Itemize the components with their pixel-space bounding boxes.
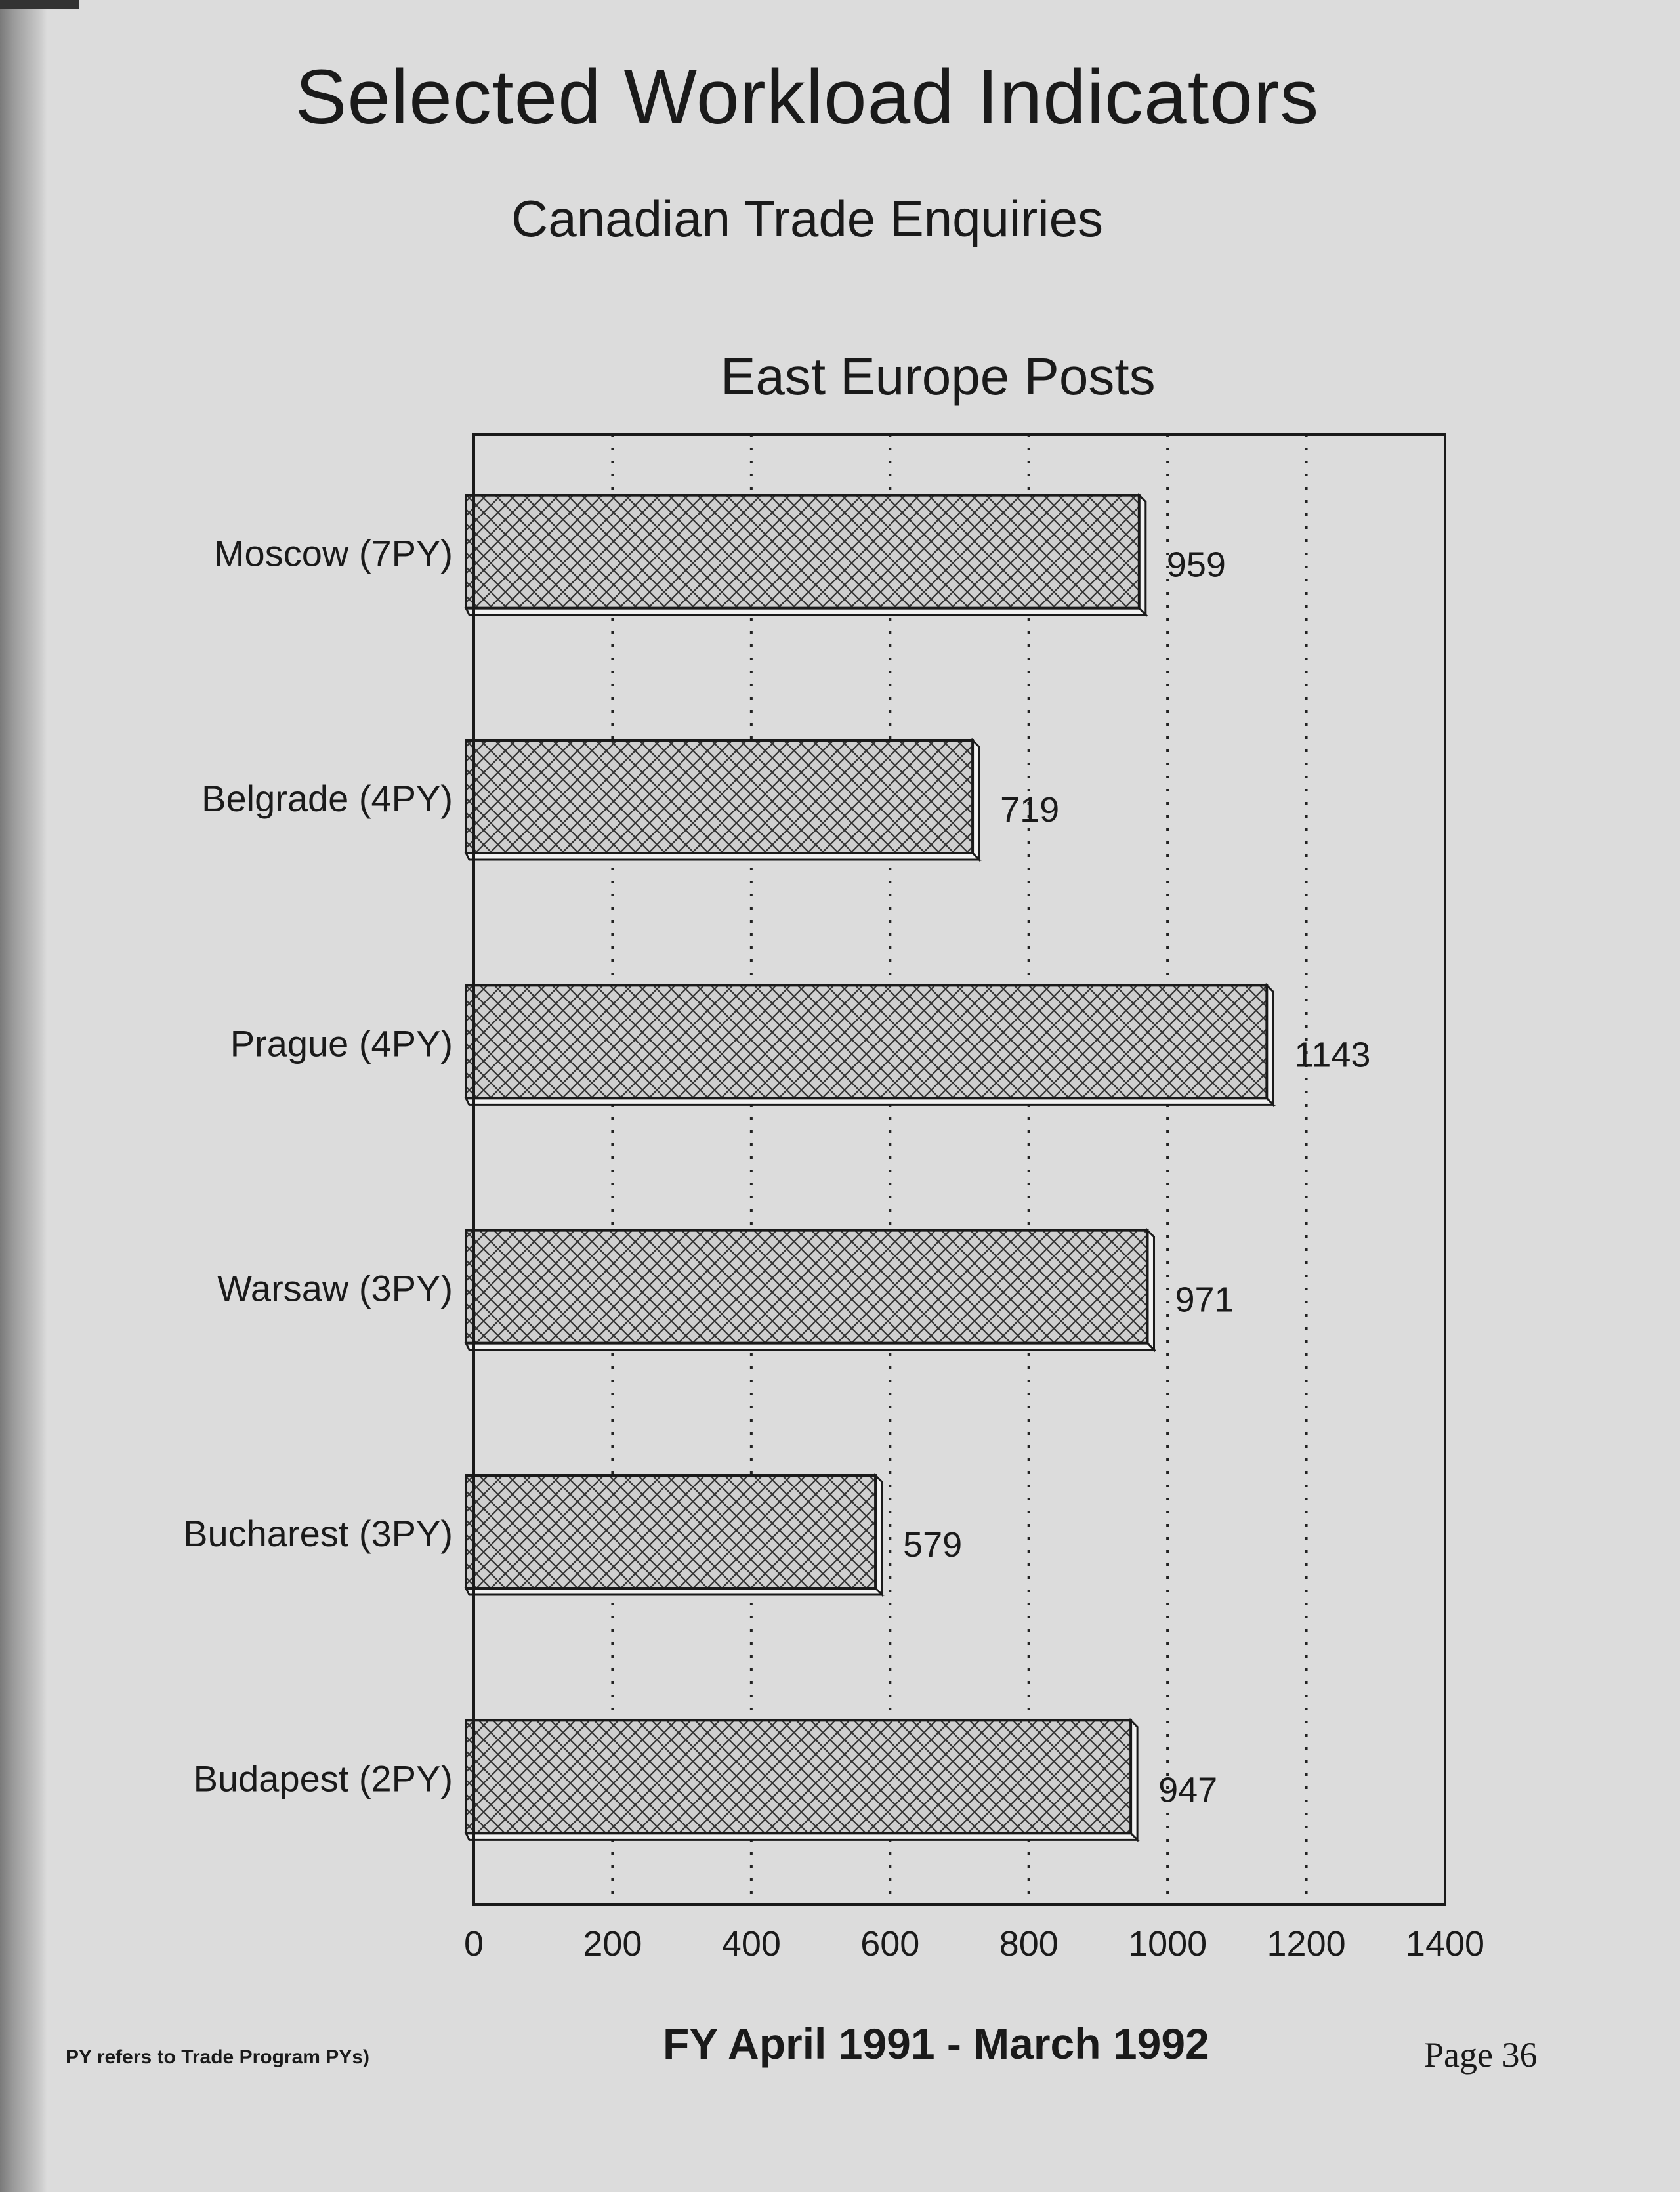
category-label-5: Budapest (2PY)	[193, 1758, 453, 1800]
footnote: PY refers to Trade Program PYs)	[66, 2046, 369, 2068]
category-label-2: Prague (4PY)	[230, 1022, 453, 1064]
data-label-4: 579	[903, 1525, 963, 1565]
data-label-3: 971	[1175, 1280, 1234, 1320]
x-tick-label-2: 400	[721, 1924, 781, 1964]
bar-5	[466, 1720, 1131, 1833]
bar-0	[466, 495, 1139, 608]
x-tick-label-4: 800	[999, 1924, 1059, 1964]
data-label-2: 1143	[1294, 1035, 1371, 1075]
page-number: Page 36	[1424, 2035, 1538, 2075]
category-label-0: Moscow (7PY)	[213, 532, 453, 574]
category-label-1: Belgrade (4PY)	[201, 778, 453, 819]
x-tick-label-7: 1400	[1405, 1924, 1485, 1964]
page-subtitle: Canadian Trade Enquiries	[511, 190, 1103, 247]
data-label-5: 947	[1158, 1770, 1218, 1810]
page-title: Selected Workload Indicators	[295, 54, 1320, 140]
bar-1	[466, 740, 973, 853]
plot-frame	[474, 434, 1445, 1905]
x-tick-label-5: 1000	[1128, 1924, 1208, 1964]
category-label-3: Warsaw (3PY)	[217, 1267, 453, 1309]
x-tick-label-0: 0	[463, 1924, 484, 1964]
bar-4	[466, 1475, 875, 1588]
bar-2	[466, 985, 1267, 1098]
category-label-4: Bucharest (3PY)	[183, 1513, 453, 1554]
x-tick-label-1: 200	[583, 1924, 642, 1964]
data-label-1: 719	[1000, 790, 1060, 830]
data-label-0: 959	[1166, 545, 1226, 585]
x-tick-label-3: 600	[860, 1924, 920, 1964]
x-tick-label-6: 1200	[1267, 1924, 1346, 1964]
bar-3	[466, 1231, 1147, 1343]
fiscal-year-footer: FY April 1991 - March 1992	[663, 2019, 1209, 2068]
chart-title: East Europe Posts	[721, 347, 1156, 406]
